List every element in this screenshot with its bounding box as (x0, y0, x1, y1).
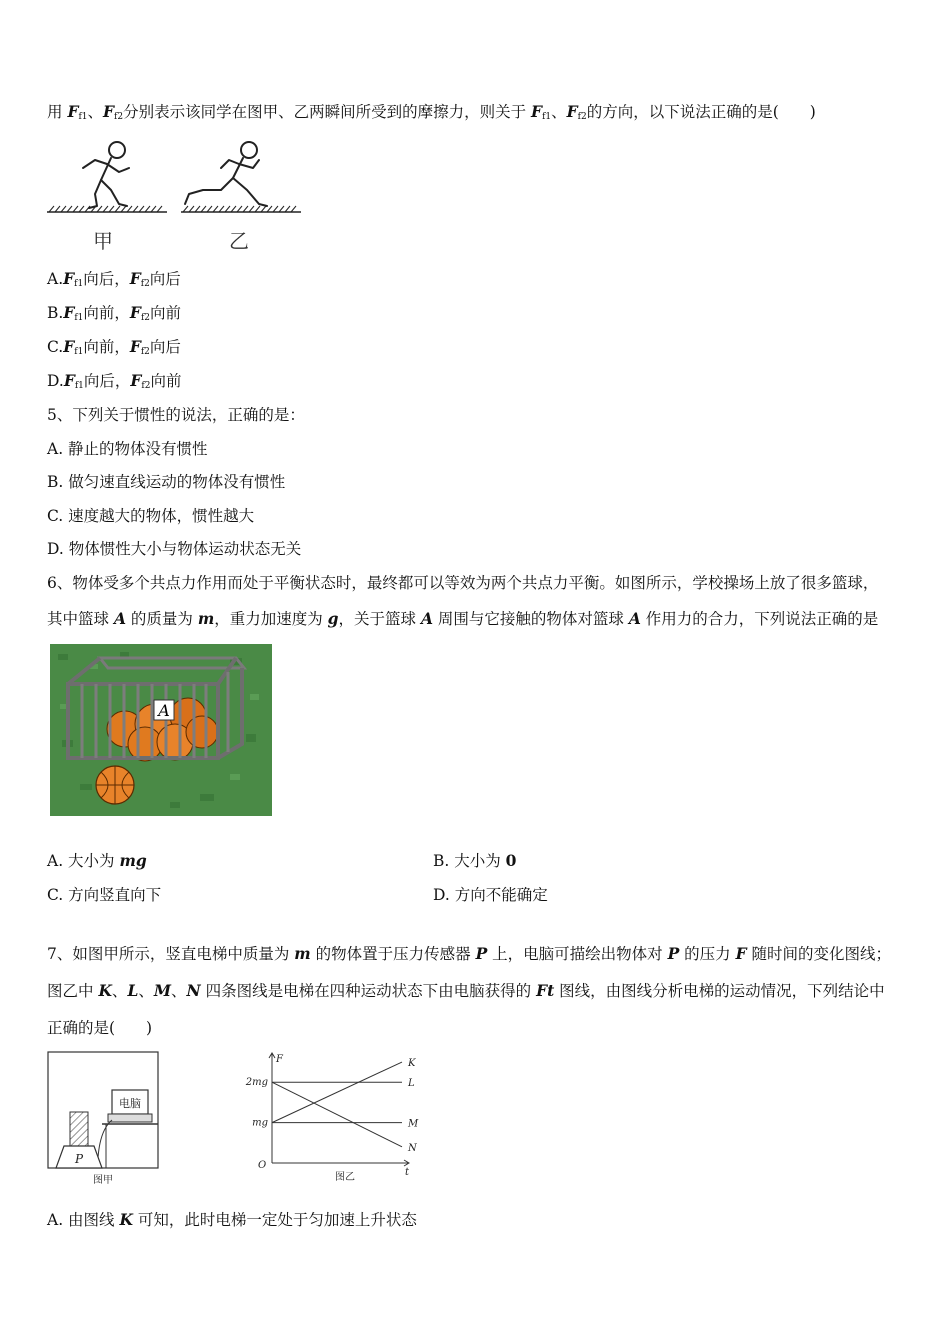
sensor-p-label: P (74, 1152, 84, 1166)
origin-label: O (258, 1160, 267, 1171)
x-axis-label: t (405, 1167, 410, 1178)
q4-option-d[interactable]: $D.F_{f1}$向后，$F_{f2}$向前 (47, 371, 182, 391)
q7-stem-line2: 图乙中 K、L、M、N 四条图线是电梯在四种运动状态下由电脑获得的 Ft 图线，由图线分析电梯的运动情况，下列结论中 (47, 981, 885, 1000)
q5-option-a[interactable]: A. 静止的物体没有惯性 (47, 440, 208, 458)
fig-label-jia: 甲 (93, 229, 113, 253)
ball-outside (96, 766, 134, 804)
q6-option-c[interactable]: C. 方向竖直向下 (47, 886, 162, 904)
series-label-M: M (408, 1118, 419, 1130)
y-tick-label: 2mg (245, 1077, 268, 1089)
q7-figure-jia (46, 1050, 162, 1186)
q6-stem-line1: 6、物体受多个共点力作用而处于平衡状态时，最终都可以等效为两个共点力平衡。如图所示，学校操场上放了很多篮球， (47, 574, 879, 592)
q6-stem-line2: 其中篮球 A 的质量为 m，重力加速度为 g，关于篮球 A 周围与它接触的物体对篮球 A 作用力的合力，下列说法正确的是 (47, 609, 879, 628)
fig-jia-caption: 图甲 (93, 1175, 113, 1186)
q4-option-b[interactable]: $B.F_{f1}$向前，$F_{f2}$向前 (47, 303, 182, 323)
y-axis-label: F (276, 1054, 283, 1065)
runner-yi (185, 142, 267, 206)
q5-option-b[interactable]: B. 做匀速直线运动的物体没有惯性 (47, 473, 286, 491)
chart-title: 图乙 (335, 1172, 355, 1183)
q4-option-c[interactable]: $C.F_{f1}$向前，$F_{f2}$向后 (47, 337, 181, 357)
q6-option-b[interactable]: B. 大小为 0 (433, 851, 517, 870)
q6-option-a[interactable]: A. 大小为 mg (47, 851, 147, 870)
q7-option-a[interactable]: A. 由图线 K 可知，此时电梯一定处于匀加速上升状态 (47, 1210, 417, 1229)
q7-stem-line3: 正确的是( ) (47, 1019, 153, 1037)
series-label-N: N (408, 1142, 417, 1154)
ball-a-label: A (158, 701, 170, 720)
runner-jia (83, 142, 129, 208)
series-label-K: K (408, 1058, 416, 1070)
q5-stem: 5、下列关于惯性的说法，正确的是： (47, 406, 305, 424)
q6-option-d[interactable]: D. 方向不能确定 (433, 886, 548, 904)
q7-figure-yi-chart (240, 1050, 420, 1186)
q7-stem-line1: 7、如图甲所示，竖直电梯中质量为 m 的物体置于压力传感器 P 上，电脑可描绘出物体对 P 的压力 F 随时间的变化图线； (47, 944, 892, 963)
q6-basketball-cage-image (50, 644, 272, 816)
ground-yi (181, 206, 301, 212)
q4-figure-runners (45, 138, 305, 256)
q4-stem: 用 $F_{f1}$、$F_{f2}$分别表示该同学在图甲、乙两瞬间所受到的摩擦力，则关于 $F_{f1}$、$F_{f2}$的方向，以下说法正确的是( ) (47, 102, 816, 122)
fig-label-yi: 乙 (229, 229, 249, 253)
y-tick-label: mg (252, 1117, 268, 1129)
q4-option-a[interactable]: $A.F_{f1}$向后，$F_{f2}$向后 (47, 269, 181, 289)
q5-option-c[interactable]: C. 速度越大的物体，惯性越大 (47, 507, 255, 525)
computer-label: 电脑 (119, 1097, 141, 1110)
series-label-L: L (408, 1078, 415, 1090)
ground-jia (47, 206, 167, 212)
q5-option-d[interactable]: D. 物体惯性大小与物体运动状态无关 (47, 540, 302, 558)
